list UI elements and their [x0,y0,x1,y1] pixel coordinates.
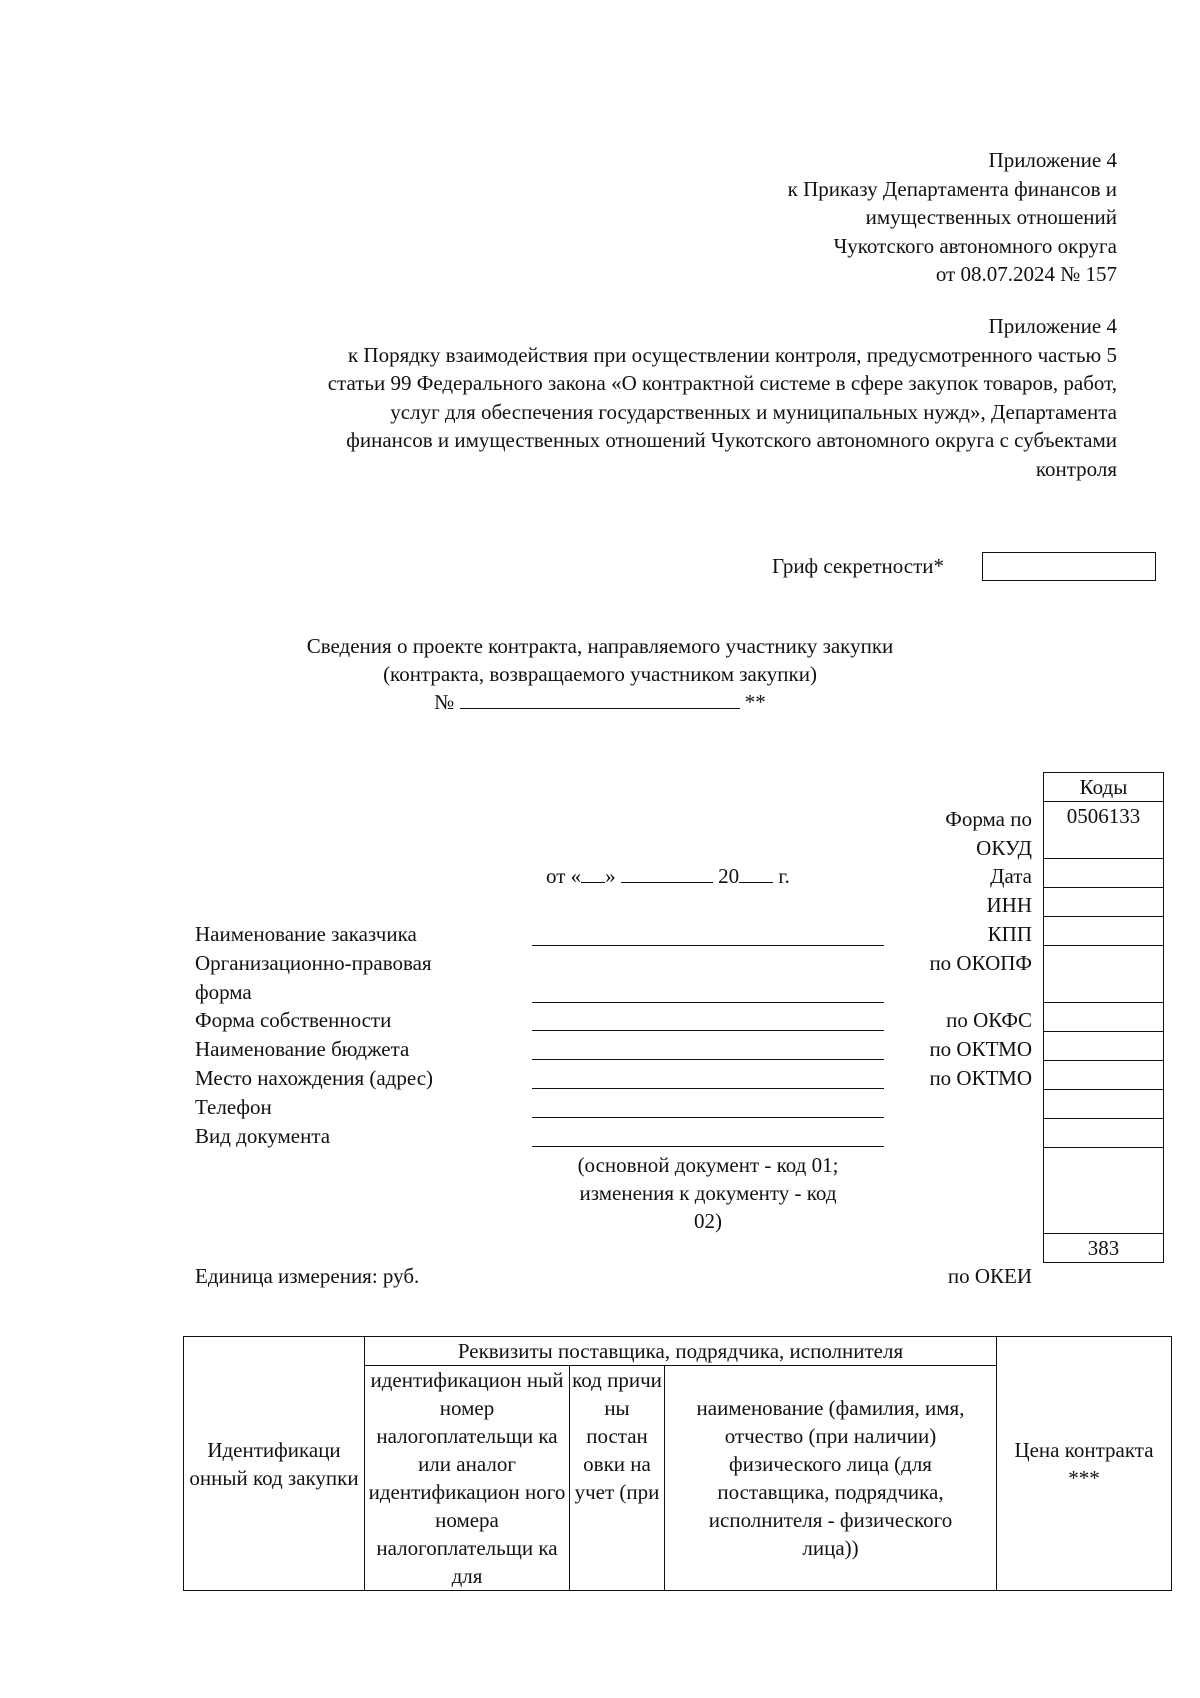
date-code-label: Дата [990,864,1032,888]
day-field[interactable] [581,862,605,883]
oktmo-label: по ОКТМО [929,1037,1032,1061]
document-title [0,632,1200,716]
supplier-group-header: Реквизиты поставщика, подрядчика, исполнителя [365,1337,997,1366]
year-prefix: 20 [718,864,740,888]
title-number-line [0,688,1200,716]
secrecy-label: Гриф секретности* [772,554,945,578]
phone-field[interactable] [532,1117,884,1118]
okopf-code[interactable] [1044,946,1164,1003]
date-line [546,862,790,890]
customer-label: Наименование заказчика [195,922,417,946]
year-field[interactable] [739,862,773,883]
contract-table [183,1336,1172,1591]
date-mid: » [605,864,616,888]
kpp-code[interactable] [1044,917,1164,946]
customer-field[interactable] [532,945,884,946]
annex-line: контроля [1035,456,1117,481]
codes-table [1043,772,1164,1263]
legal-form-field[interactable] [532,1002,884,1003]
col-supplier-inn: идентификацион ный номер налогоплательщи ка или аналог идентификацион ного номера налогоплательщи ка для [365,1366,570,1591]
okud-code: 0506133 [1044,802,1164,859]
kpp-label: КПП [987,922,1032,946]
doc-type-label: Вид документа [195,1124,331,1148]
col-supplier-name: наименование (фамилия, имя, отчество (при наличии) физического лица (для поставщика, подрядчика, исполнителя - физического лица)) [665,1366,997,1591]
col-contract-price: Цена контракта *** [997,1337,1172,1591]
okei-label: по ОКЕИ [947,1264,1032,1288]
ownership-label: Форма собственности [195,1008,392,1032]
annex-line: к Порядку взаимодействия при осуществлении контроля, предусмотренного частью 5 [347,342,1117,367]
col-purchase-id: Идентификаци онный код закупки [184,1337,365,1591]
extra-code-2[interactable] [1044,1119,1164,1148]
legal-form-label-2: форма [195,980,252,1004]
number-suffix: ** [744,690,766,714]
okfs-code[interactable] [1044,1003,1164,1032]
phone-label: Телефон [195,1095,272,1119]
unit-label: Единица измерения: руб. [195,1264,420,1288]
oktmo-code[interactable] [1044,1032,1164,1061]
annex-line: статьи 99 Федерального закона «О контрактной системе в сфере закупок товаров, работ, [327,371,1117,395]
annex-line: Приложение 4 [988,314,1117,338]
col-supplier-kpp: код причи ны постан овки на учет (при [570,1366,665,1591]
doc-type-field[interactable] [532,1146,884,1147]
annex-order-header [788,146,1117,289]
title-line: (контракта, возвращаемого участником закупки) [383,662,817,686]
doc-type-note [532,1151,884,1235]
extra-code[interactable] [1044,1090,1164,1119]
annex-line: финансов и имущественных отношений Чукотского автономного округа с субъектами [346,428,1117,452]
annex-procedure-header [328,312,1117,483]
number-prefix: № [434,690,455,714]
doc-type-code[interactable] [1044,1148,1164,1234]
oktmo-code-2[interactable] [1044,1061,1164,1090]
annex-line: Приложение 4 [988,148,1117,172]
codes-header: Коды [1044,773,1164,802]
address-field[interactable] [532,1088,884,1089]
okud-label: Форма по ОКУД [945,807,1032,860]
date-suffix: г. [778,864,790,888]
budget-label: Наименование бюджета [195,1037,410,1061]
date-code[interactable] [1044,859,1164,888]
okfs-label: по ОКФС [946,1008,1032,1032]
inn-code[interactable] [1044,888,1164,917]
secrecy-field[interactable] [982,552,1156,581]
address-label: Место нахождения (адрес) [195,1066,434,1090]
oktmo-label-2: по ОКТМО [929,1066,1032,1090]
okopf-label: по ОКОПФ [929,951,1032,975]
doc-note-line: (основной документ - код 01; [577,1153,839,1177]
date-prefix: от « [546,864,582,888]
annex-line: Чукотского автономного округа [833,233,1117,258]
legal-form-label: Организационно-правовая [195,951,432,975]
doc-note-line: 02) [694,1209,722,1233]
number-field[interactable] [460,688,740,709]
annex-line: имущественных отношений [865,205,1117,229]
inn-label: ИНН [986,893,1032,917]
okei-code: 383 [1044,1234,1164,1263]
month-field[interactable] [621,862,713,883]
doc-note-line: изменения к документу - код [579,1181,837,1205]
title-line: Сведения о проекте контракта, направляемого участнику закупки [306,634,894,658]
annex-line: от 08.07.2024 № 157 [935,262,1117,286]
annex-line: к Приказу Департамента финансов и [787,176,1117,201]
budget-field[interactable] [532,1059,884,1060]
annex-line: услуг для обеспечения государственных и муниципальных нужд», Департамента [390,399,1117,424]
ownership-field[interactable] [532,1030,884,1031]
